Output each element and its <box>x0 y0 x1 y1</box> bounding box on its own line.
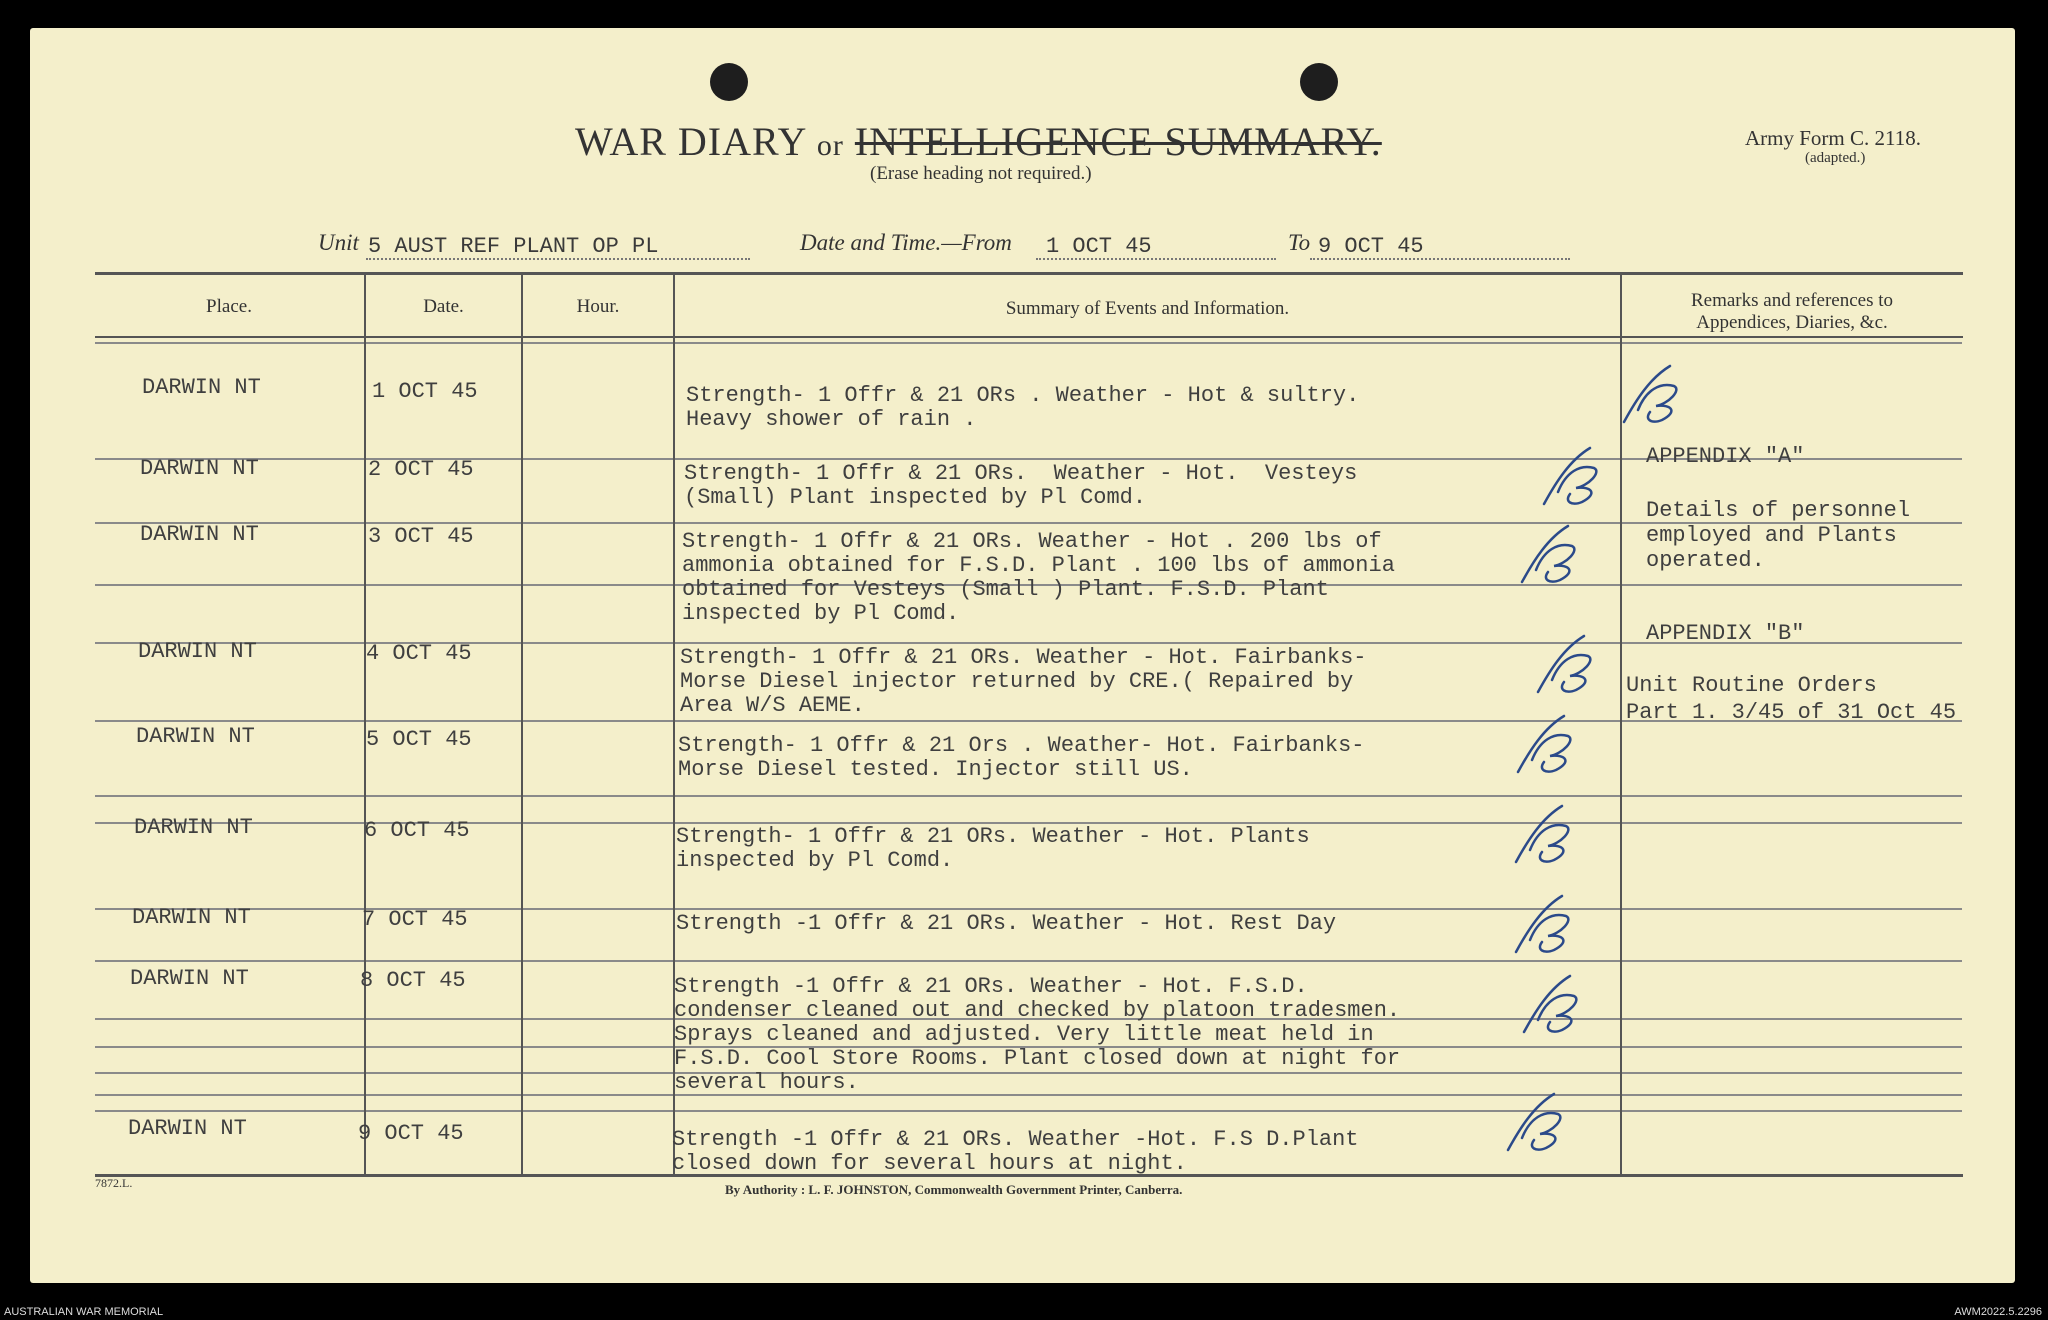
ruled-line <box>1622 908 1962 910</box>
ruled-line <box>1622 1094 1962 1096</box>
entry-date: 7 OCT 45 <box>362 907 468 932</box>
ruled-line <box>523 342 673 344</box>
ruled-line <box>675 720 1620 722</box>
table-top-rule <box>95 272 1963 275</box>
erase-note: (Erase heading not required.) <box>870 163 1092 184</box>
ruled-line <box>675 795 1620 797</box>
ruled-line <box>523 1018 673 1020</box>
entry-place: DARWIN NT <box>130 966 249 991</box>
title-main: WAR DIARY <box>575 119 806 164</box>
entry-place: DARWIN NT <box>142 375 261 400</box>
entry-date: 6 OCT 45 <box>364 818 470 843</box>
initials-signature <box>1510 710 1590 780</box>
entry-summary: Strength -1 Offr & 21 ORs. Weather -Hot. F.S D.Plant closed down for several hours at night. <box>672 1127 1359 1176</box>
ruled-line <box>523 908 673 910</box>
ruled-line <box>1622 1018 1962 1020</box>
ruled-line <box>366 1046 521 1048</box>
archive-caption-left: AUSTRALIAN WAR MEMORIAL <box>4 1306 164 1318</box>
ruled-line <box>366 960 521 962</box>
ruled-line <box>1622 1072 1962 1074</box>
header-hour: Hour. <box>576 296 620 317</box>
ruled-line <box>95 1072 364 1074</box>
col-divider-date <box>521 275 523 1175</box>
entry-place: DARWIN NT <box>138 639 257 664</box>
unit-dots <box>366 258 750 260</box>
ruled-line <box>523 960 673 962</box>
entry-date: 9 OCT 45 <box>358 1121 464 1146</box>
ruled-line <box>523 822 673 824</box>
form-title <box>575 118 1382 165</box>
to-label: To <box>1288 230 1311 255</box>
ruled-line <box>523 642 673 644</box>
date-to-dots <box>1310 258 1570 260</box>
ruled-line <box>675 642 1620 644</box>
unit-label: Unit <box>318 230 359 255</box>
entry-summary: Strength- 1 Offr & 21 ORs. Weather - Hot. Fairbanks- Morse Diesel injector returned by CRE.( Repaired by Area W/S AEME. <box>680 645 1367 718</box>
ruled-line <box>675 908 1620 910</box>
ruled-line <box>1622 342 1962 344</box>
ruled-line <box>1622 960 1962 962</box>
initials-signature <box>1508 800 1588 870</box>
ruled-line <box>366 795 521 797</box>
entry-date: 8 OCT 45 <box>360 968 466 993</box>
entry-summary: Strength- 1 Offr & 21 ORs. Weather - Hot. Vesteys (Small) Plant inspected by Pl Comd. <box>684 461 1358 510</box>
ruled-line <box>95 584 364 586</box>
ruled-line <box>95 960 364 962</box>
ruled-line <box>1622 1046 1962 1048</box>
ruled-line <box>366 584 521 586</box>
header-remarks-2: Appendices, Diaries, &c. <box>1696 312 1888 333</box>
ruled-line <box>366 1094 521 1096</box>
ruled-line <box>366 342 521 344</box>
initials-signature <box>1514 520 1594 590</box>
initials-signature <box>1508 890 1588 960</box>
header-date: Date. <box>423 296 464 317</box>
date-from: 1 OCT 45 <box>1046 234 1152 259</box>
initials-signature <box>1616 360 1696 430</box>
army-form-sub: (adapted.) <box>1805 150 1866 166</box>
ruled-line <box>95 1046 364 1048</box>
entry-date: 3 OCT 45 <box>368 524 474 549</box>
initials-signature <box>1516 970 1596 1040</box>
appendix-b-title: APPENDIX "B" <box>1646 621 1805 646</box>
entry-date: 2 OCT 45 <box>368 457 474 482</box>
ruled-line <box>523 720 673 722</box>
entry-summary: Strength- 1 Offr & 21 ORs. Weather - Hot. Plants inspected by Pl Comd. <box>676 824 1310 873</box>
entry-summary: Strength- 1 Offr & 21 ORs . Weather - Hot & sultry. Heavy shower of rain . <box>686 383 1360 432</box>
header-place: Place. <box>206 296 252 317</box>
ruled-line <box>366 1072 521 1074</box>
table-header-rule <box>95 336 1963 338</box>
punch-hole-right <box>1300 63 1338 101</box>
entry-summary: Strength -1 Offr & 21 ORs. Weather - Hot. F.S.D. condenser cleaned out and checked by platoon tradesmen. Sprays cleaned and adjusted. Very little meat held in F.S.D. Cool Store Rooms. Plant closed down at night for several hours. <box>674 974 1401 1095</box>
initials-signature <box>1530 630 1610 700</box>
date-from-dots <box>1036 258 1276 260</box>
entry-summary: Strength- 1 Offr & 21 Ors . Weather- Hot. Fairbanks- Morse Diesel tested. Injector still US. <box>678 733 1365 782</box>
ruled-line <box>523 1046 673 1048</box>
army-form-number: Army Form C. 2118. <box>1745 126 1921 150</box>
ruled-line <box>95 342 364 344</box>
ruled-line <box>675 522 1620 524</box>
entry-place: DARWIN NT <box>134 815 253 840</box>
entry-date: 5 OCT 45 <box>366 727 472 752</box>
entry-summary: Strength -1 Offr & 21 ORs. Weather - Hot. Rest Day <box>676 911 1337 936</box>
appendix-a-title: APPENDIX "A" <box>1646 444 1805 469</box>
entry-date: 1 OCT 45 <box>372 379 478 404</box>
archive-caption-right: AWM2022.5.2296 <box>1954 1306 2042 1318</box>
entry-date: 4 OCT 45 <box>366 641 472 666</box>
printer-authority: By Authority : L. F. JOHNSTON, Commonwealth Government Printer, Canberra. <box>725 1182 1183 1197</box>
punch-hole-left <box>710 63 748 101</box>
ruled-line <box>523 584 673 586</box>
entry-summary: Strength- 1 Offr & 21 ORs. Weather - Hot . 200 lbs of ammonia obtained for F.S.D. Plant . 100 lbs of ammonia obtained for Vesteys (Small ) Plant. F.S.D. Plant inspected by Pl Comd. <box>682 529 1395 626</box>
appendix-b-text: Unit Routine Orders Part 1. 3/45 of 31 Oct 45 <box>1626 673 1957 725</box>
ruled-line <box>366 1110 521 1112</box>
ruled-line <box>675 1110 1620 1112</box>
ruled-line <box>523 795 673 797</box>
ruled-line <box>1622 795 1962 797</box>
date-label: Date and Time.—From <box>800 230 1012 255</box>
ruled-line <box>95 795 364 797</box>
ruled-line <box>523 522 673 524</box>
unit-value: 5 AUST REF PLANT OP PL <box>368 234 659 259</box>
ruled-line <box>366 720 521 722</box>
ruled-line <box>95 1094 364 1096</box>
entry-place: DARWIN NT <box>136 724 255 749</box>
title-struck: INTELLIGENCE SUMMARY. <box>854 119 1382 164</box>
ruled-line <box>523 1094 673 1096</box>
appendix-a-text: Details of personnel employed and Plants operated. <box>1646 498 1911 573</box>
col-divider-place <box>364 275 366 1175</box>
form-code: 7872.L. <box>95 1176 133 1190</box>
ruled-line <box>95 1018 364 1020</box>
ruled-line <box>675 960 1620 962</box>
header-summary: Summary of Events and Information. <box>1005 298 1290 319</box>
entry-place: DARWIN NT <box>140 456 259 481</box>
ruled-line <box>523 1110 673 1112</box>
title-or: or <box>816 129 844 162</box>
ruled-line <box>95 720 364 722</box>
ruled-line <box>675 342 1620 344</box>
initials-signature <box>1536 442 1616 512</box>
header-remarks-1: Remarks and references to <box>1690 290 1894 311</box>
entry-place: DARWIN NT <box>128 1116 247 1141</box>
date-to: 9 OCT 45 <box>1318 234 1424 259</box>
ruled-line <box>1622 822 1962 824</box>
ruled-line <box>366 1018 521 1020</box>
entry-place: DARWIN NT <box>132 905 251 930</box>
entry-place: DARWIN NT <box>140 522 259 547</box>
ruled-line <box>95 1110 364 1112</box>
ruled-line <box>675 458 1620 460</box>
ruled-line <box>523 1072 673 1074</box>
ruled-line <box>1622 1110 1962 1112</box>
initials-signature <box>1500 1088 1580 1158</box>
ruled-line <box>523 458 673 460</box>
ruled-line <box>1622 584 1962 586</box>
